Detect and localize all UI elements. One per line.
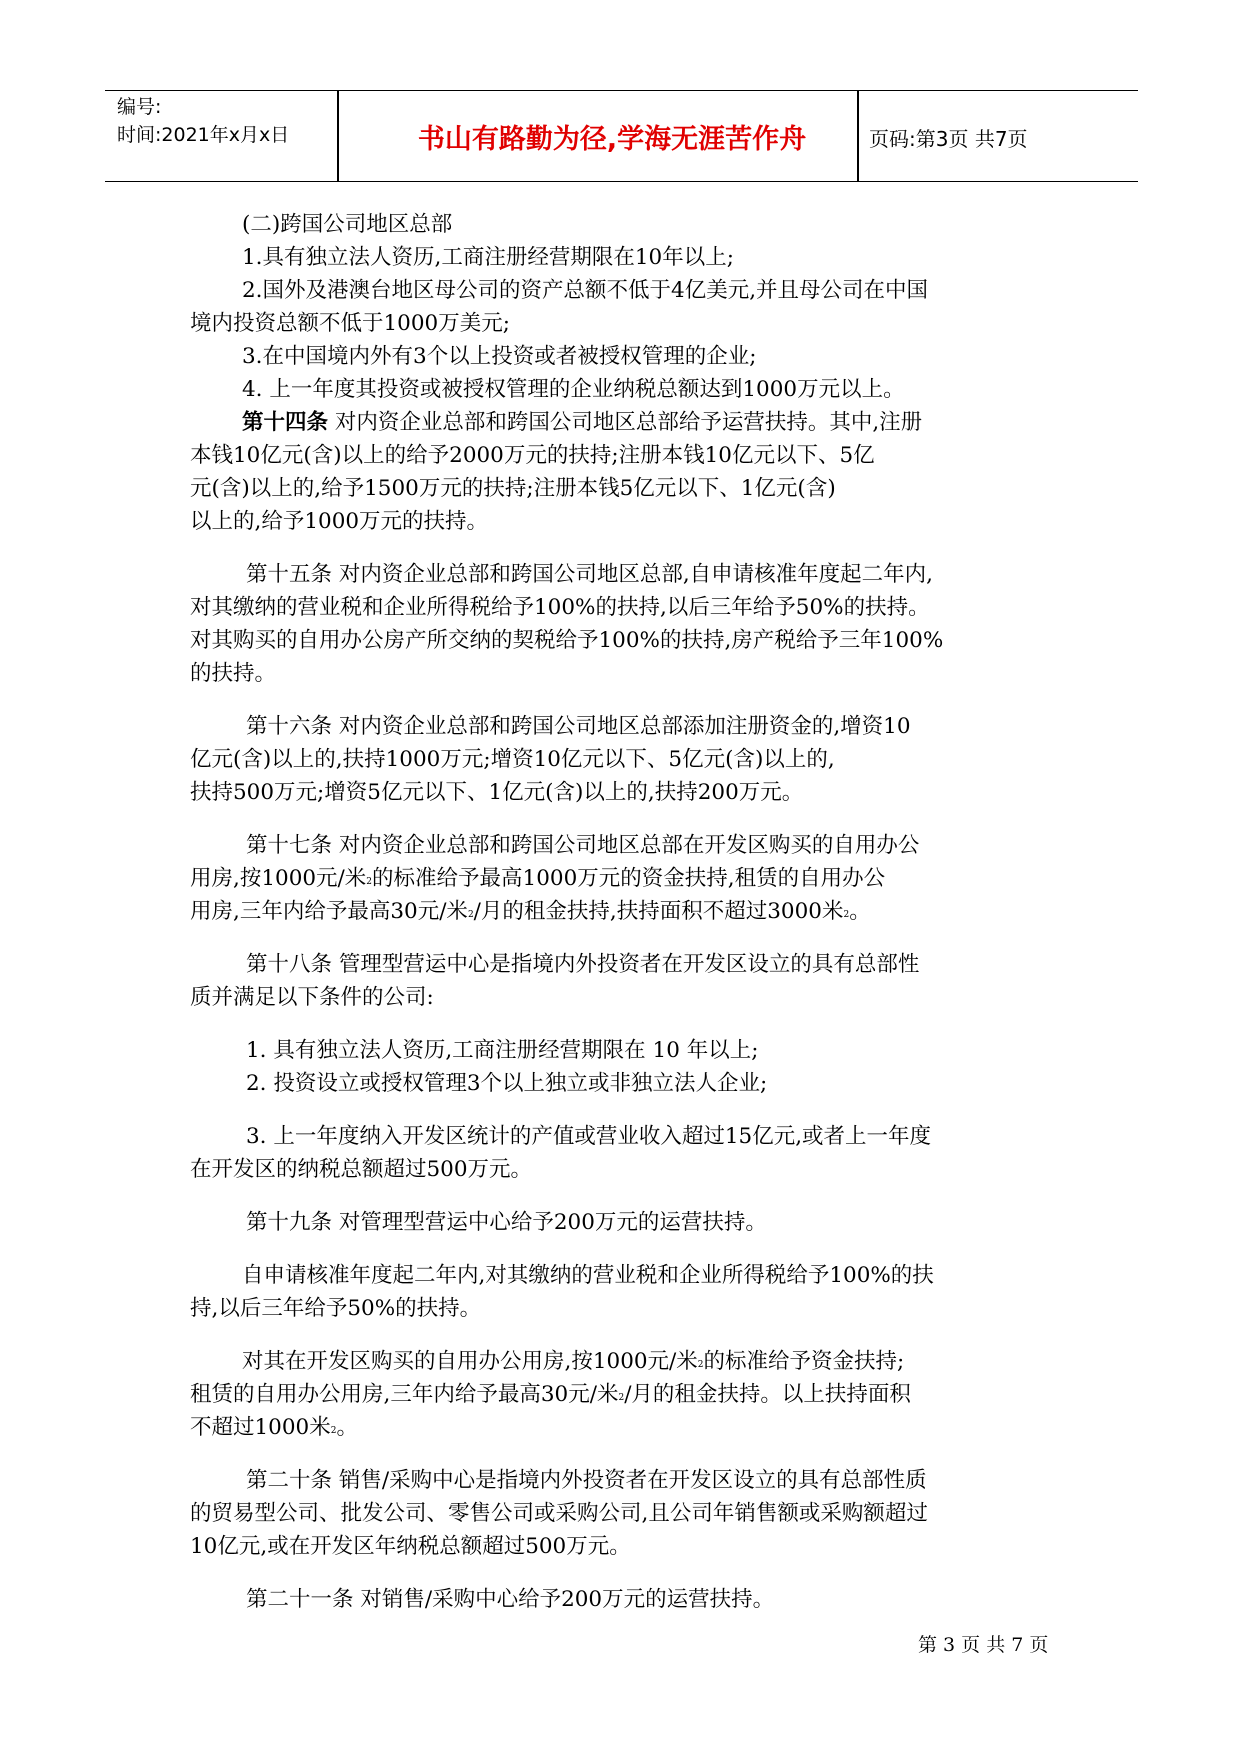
page-header [105,90,1138,182]
paragraph: 自申请核准年度起二年内,对其缴纳的营业税和企业所得税给予100%的扶 [242,1263,934,1288]
paragraph: 不超过1000米$^2$。 [190,1415,358,1440]
header-meta [117,93,289,149]
article-18: 第十八条 管理型营运中心是指境内外投资者在开发区设立的具有总部性 [246,952,920,977]
paragraph: 用房,按1000元/米$^2$的标准给予最高1000万元的资金扶持,租赁的自用办公 [190,866,886,891]
list-item: 2. 投资设立或授权管理3个以上独立或非独立法人企业; [246,1071,768,1096]
paragraph: 本钱10亿元(含)以上的给予2000万元的扶持;注册本钱10亿元以下、5亿 [190,443,875,468]
list-item: 1. 具有独立法人资历,工商注册经营期限在 10 年以上; [246,1038,759,1063]
article-19: 第十九条 对管理型营运中心给予200万元的运营扶持。 [246,1210,767,1235]
paragraph: 境内投资总额不低于1000万美元; [190,311,510,336]
article-21: 第二十一条 对销售/采购中心给予200万元的运营扶持。 [246,1587,775,1612]
paragraph: 的贸易型公司、批发公司、零售公司或采购公司,且公司年销售额或采购额超过 [190,1501,928,1526]
document-body [190,208,1070,1616]
list-item: 3. 上一年度纳入开发区统计的产值或营业收入超过15亿元,或者上一年度 [246,1124,932,1149]
article-17: 第十七条 对内资企业总部和跨国公司地区总部在开发区购买的自用办公 [246,833,920,858]
paragraph: 持,以后三年给予50%的扶持。 [190,1296,482,1321]
document-number-label: 编号: [117,96,162,118]
page-footer: 第 3 页 共 7 页 [918,1634,1049,1656]
header-motto: 书山有路勤为径,学海无涯苦作舟 [417,124,807,155]
paragraph: 1.具有独立法人资历,工商注册经营期限在10年以上; [242,245,734,270]
paragraph: 租赁的自用办公用房,三年内给予最高30元/米$^2$/月的租金扶持。以上扶持面积 [190,1382,911,1407]
paragraph: 以上的,给予1000万元的扶持。 [190,509,489,534]
article-15: 第十五条 对内资企业总部和跨国公司地区总部,自申请核准年度起二年内, [246,562,934,587]
header-page-number: 页码:第3页 共7页 [869,127,1028,151]
article-16: 第十六条 对内资企业总部和跨国公司地区总部添加注册资金的,增资10 [246,714,911,739]
paragraph: 的扶持。 [190,661,277,686]
article-title: 第十四条 [242,410,329,435]
paragraph: 对其在开发区购买的自用办公用房,按1000元/米$^2$的标准给予资金扶持; [242,1349,905,1374]
paragraph: 对其缴纳的营业税和企业所得税给予100%的扶持,以后三年给予50%的扶持。 [190,595,930,620]
paragraph: 对其购买的自用办公房产所交纳的契税给予100%的扶持,房产税给予三年100% [190,628,944,653]
paragraph: 亿元(含)以上的,扶持1000万元;增资10亿元以下、5亿元(含)以上的, [190,747,835,772]
section-heading: (二)跨国公司地区总部 [242,212,453,237]
paragraph: 4. 上一年度其投资或被授权管理的企业纳税总额达到1000万元以上。 [242,377,905,402]
header-divider [337,91,339,181]
article-20: 第二十条 销售/采购中心是指境内外投资者在开发区设立的具有总部性质 [246,1468,927,1493]
article-14: 第十四条 对内资企业总部和跨国公司地区总部给予运营扶持。其中,注册 [242,410,923,435]
paragraph: 2.国外及港澳台地区母公司的资产总额不低于4亿美元,并且母公司在中国 [242,278,929,303]
paragraph: 元(含)以上的,给予1500万元的扶持;注册本钱5亿元以下、1亿元(含) [190,476,836,501]
paragraph: 扶持500万元;增资5亿元以下、1亿元(含)以上的,扶持200万元。 [190,780,804,805]
paragraph: 用房,三年内给予最高30元/米$^2$/月的租金扶持,扶持面积不超过3000米$^2$。 [190,899,871,924]
header-divider [857,91,859,181]
paragraph: 10亿元,或在开发区年纳税总额超过500万元。 [190,1534,631,1559]
paragraph: 质并满足以下条件的公司: [190,985,434,1010]
paragraph: 3.在中国境内外有3个以上投资或者被授权管理的企业; [242,344,757,369]
document-time-label: 时间:2021年x月x日 [117,124,290,146]
paragraph: 在开发区的纳税总额超过500万元。 [190,1157,533,1182]
